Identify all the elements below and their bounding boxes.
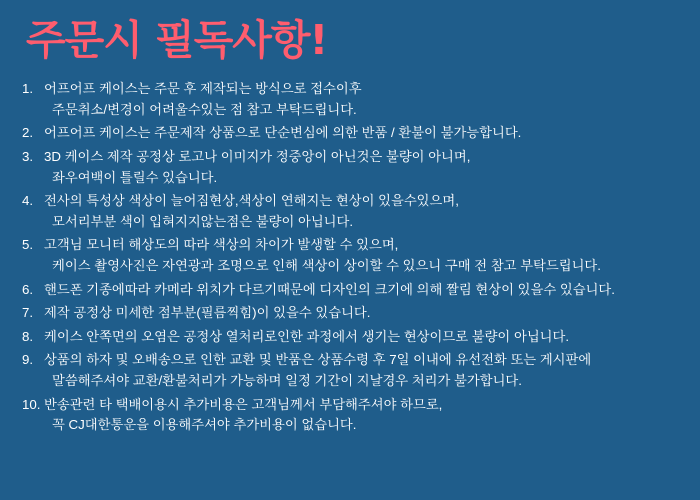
list-item-line: 전사의 특성상 색상이 늘어짐현상,색상이 연해지는 현상이 있을수있으며, [44, 193, 459, 209]
list-item-number: 4. [22, 193, 34, 209]
list-item-number: 1. [22, 81, 34, 97]
list-item-number: 6. [22, 281, 34, 297]
list-item-line: 케이스 안쪽면의 오염은 공정상 열처리로인한 과정에서 생기는 현상이므로 불량이 아닙니다. [44, 328, 570, 344]
list-item-text [44, 79, 684, 120]
list-item-text [44, 280, 684, 301]
list-item [22, 395, 684, 436]
page-title: 주문시 필독사항! [26, 16, 328, 64]
list-item-text [44, 395, 684, 436]
list-item-text [44, 123, 684, 144]
list-item-line: 3D 케이스 제작 공정상 로고나 이미지가 정중앙이 아닌것은 불량이 아니며, [44, 148, 471, 164]
list-item [22, 147, 684, 188]
list-item [22, 191, 684, 232]
list-item-number: 9. [22, 352, 34, 368]
list-item-text [44, 235, 684, 276]
list-item-line: 주문취소/변경이 어려울수있는 점 참고 부탁드립니다. [52, 101, 357, 117]
list-item [22, 280, 684, 301]
list-item-number: 10. [22, 396, 41, 412]
list-item-number: 5. [22, 237, 34, 253]
list-item [22, 303, 684, 324]
list-item [22, 350, 684, 391]
list-item-line: 핸드폰 기종에따라 카메라 위치가 다르기때문에 디자인의 크기에 의해 짤림 현상이 있을수 있습니다. [44, 281, 615, 297]
list-item-text [44, 303, 684, 324]
list-item-text [44, 191, 684, 232]
list-item-number: 2. [22, 125, 34, 141]
list-item-text [44, 147, 684, 188]
list-item-line: 어프어프 케이스는 주문제작 상품으로 단순변심에 의한 반품 / 환불이 불가능합니다. [44, 125, 522, 141]
notice-list [22, 79, 684, 436]
list-item [22, 79, 684, 120]
list-item-line: 꼭 CJ대한통운을 이용해주셔야 추가비용이 없습니다. [52, 417, 357, 433]
list-item-line: 반송관련 타 택배이용시 추가비용은 고객님께서 부담해주셔야 하므로, [44, 396, 443, 412]
list-item-text [44, 350, 684, 391]
list-item [22, 235, 684, 276]
list-item [22, 327, 684, 348]
list-item-line: 고객님 모니터 해상도의 따라 색상의 차이가 발생할 수 있으며, [44, 237, 399, 253]
list-item-line: 제작 공정상 미세한 점부분(필름찍힘)이 있을수 있습니다. [44, 305, 371, 321]
list-item-text [44, 327, 684, 348]
list-item-line: 모서리부분 색이 입혀지지않는점은 불량이 아닙니다. [52, 213, 354, 229]
list-item-number: 3. [22, 148, 34, 164]
list-item-line: 상품의 하자 및 오배송으로 인한 교환 및 반품은 상품수령 후 7일 이내에 유선전화 또는 게시판에 [44, 352, 592, 368]
list-item-line: 좌우여백이 틀릴수 있습니다. [52, 169, 218, 185]
list-item [22, 123, 684, 144]
list-item-line: 케이스 촬영사진은 자연광과 조명으로 인해 색상이 상이할 수 있으니 구매 전 참고 부탁드립니다. [52, 257, 601, 273]
list-item-number: 8. [22, 328, 34, 344]
list-item-line: 어프어프 케이스는 주문 후 제작되는 방식으로 접수이후 [44, 81, 362, 97]
list-item-number: 7. [22, 305, 34, 321]
list-item-line: 말씀해주셔야 교환/환불처리가 가능하며 일정 기간이 지날경우 처리가 불가합니다. [52, 373, 522, 389]
